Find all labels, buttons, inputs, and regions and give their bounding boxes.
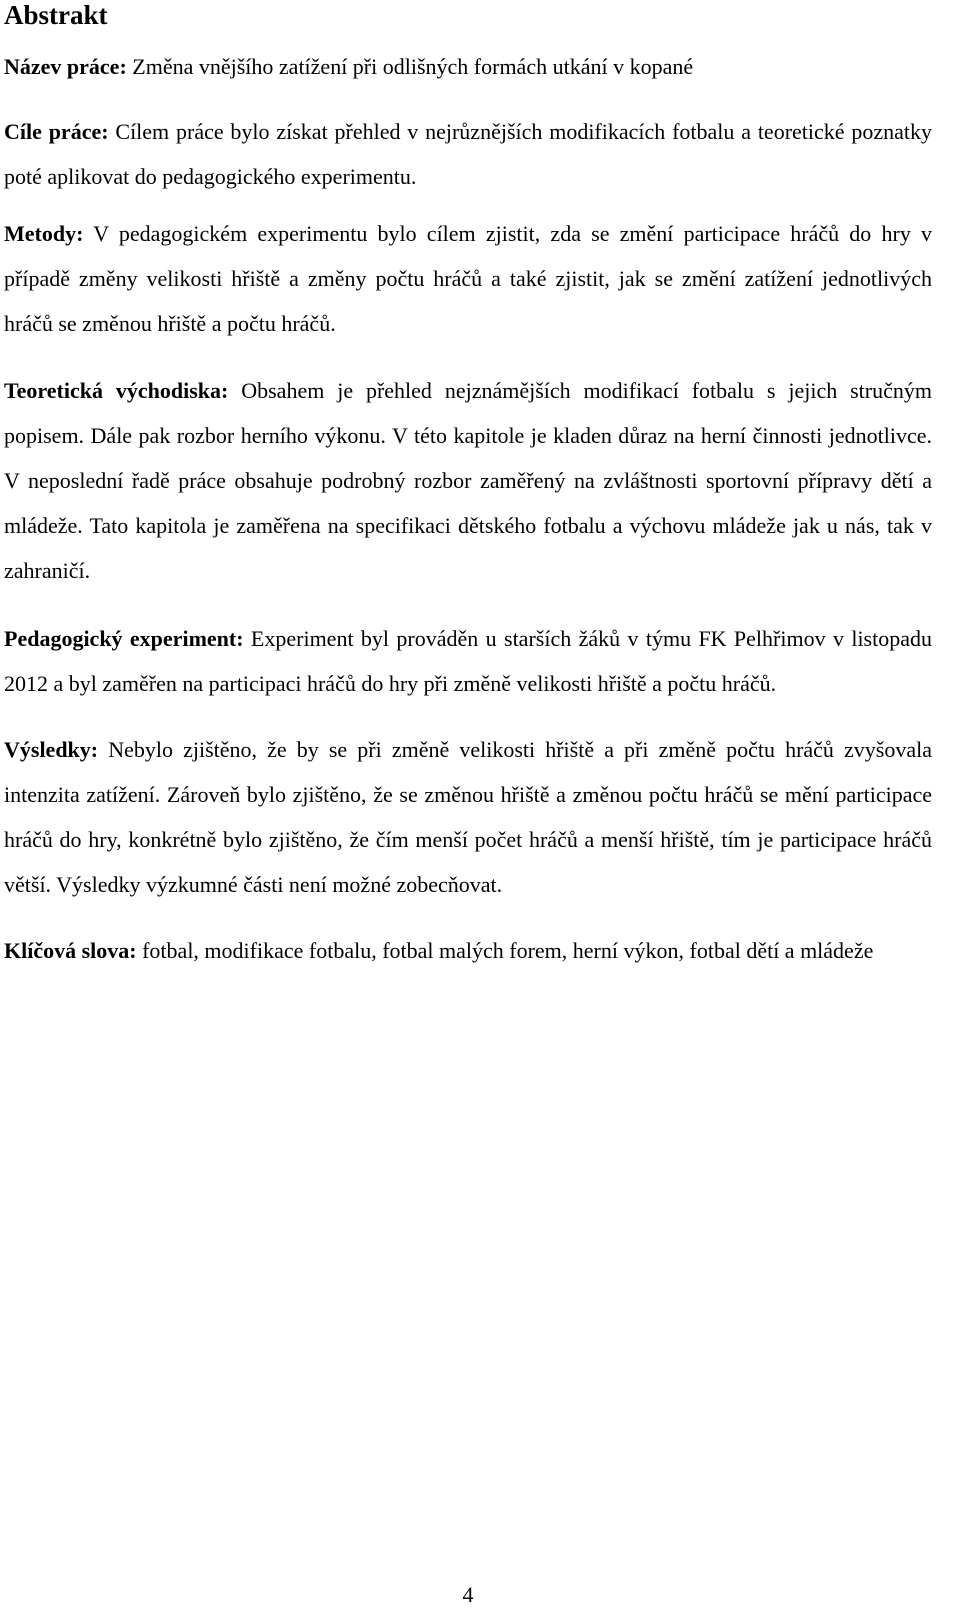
- page-title: Abstrakt: [4, 0, 108, 30]
- section-label: Výsledky:: [4, 737, 99, 762]
- section-vysledky: [4, 727, 932, 907]
- section-cile-prace: [4, 109, 932, 199]
- section-pedagogicky-experiment: [4, 616, 932, 706]
- section-label: Název práce:: [4, 54, 127, 79]
- section-text: V pedagogickém experimentu bylo cílem zjistit, zda se změní participace hráčů do hry v případě změny velikosti hřiště a změny počtu hráčů a také zjistit, jak se změní zatížení jednotlivých hráčů se změnou hřiště a počtu hráčů.: [4, 221, 933, 336]
- section-text: Nebylo zjištěno, že by se při změně velikosti hřiště a při změně počtu hráčů zvyšovala intenzita zatížení. Zároveň bylo zjištěno, že se změnou hřiště a změnou počtu hráčů se mění participace hráčů do hry, konkrétně bylo zjištěno, že čím menší počet hráčů a menší hřiště, tím je participace hráčů větší. Výsledky výzkumné části není možné zobecňovat.: [4, 737, 933, 897]
- section-label: Cíle práce:: [4, 119, 109, 144]
- section-text: fotbal, modifikace fotbalu, fotbal malých forem, herní výkon, fotbal dětí a mládeže: [142, 938, 874, 963]
- section-teoreticka-vychodiska: [4, 368, 932, 593]
- section-label: Teoretická východiska:: [4, 378, 229, 403]
- section-label: Metody:: [4, 221, 84, 246]
- page-number: 4: [462, 1582, 474, 1607]
- section-text: Experiment byl prováděn u starších žáků v týmu FK Pelhřimov v listopadu 2012 a byl zaměřen na participaci hráčů do hry při změně velikosti hřiště a počtu hráčů.: [4, 626, 932, 696]
- abstract-page: [4, 0, 932, 973]
- section-text: Cílem práce bylo získat přehled v nejrůznějších modifikacích fotbalu a teoretické poznatky poté aplikovat do pedagogického experimentu.: [4, 119, 933, 189]
- section-text: Změna vnějšího zatížení při odlišných formách utkání v kopané: [132, 54, 694, 79]
- section-label: Pedagogický experiment:: [4, 626, 244, 651]
- section-klicova-slova: [4, 928, 932, 973]
- section-text: Obsahem je přehled nejznámějších modifikací fotbalu s jejich stručným popisem. Dále pak rozbor herního výkonu. V této kapitole je kladen důraz na herní činnosti jednotlivce. V neposlední řadě práce obsahuje podrobný rozbor zaměřený na zvláštnosti sportovní přípravy dětí a mládeže. Tato kapitola je zaměřena na specifikaci dětského fotbalu a výchovu mládeže jak u nás, tak v zahraničí.: [4, 378, 932, 583]
- section-label: Klíčová slova:: [4, 938, 137, 963]
- section-metody: [4, 211, 932, 346]
- section-nazev-prace: [4, 44, 932, 89]
